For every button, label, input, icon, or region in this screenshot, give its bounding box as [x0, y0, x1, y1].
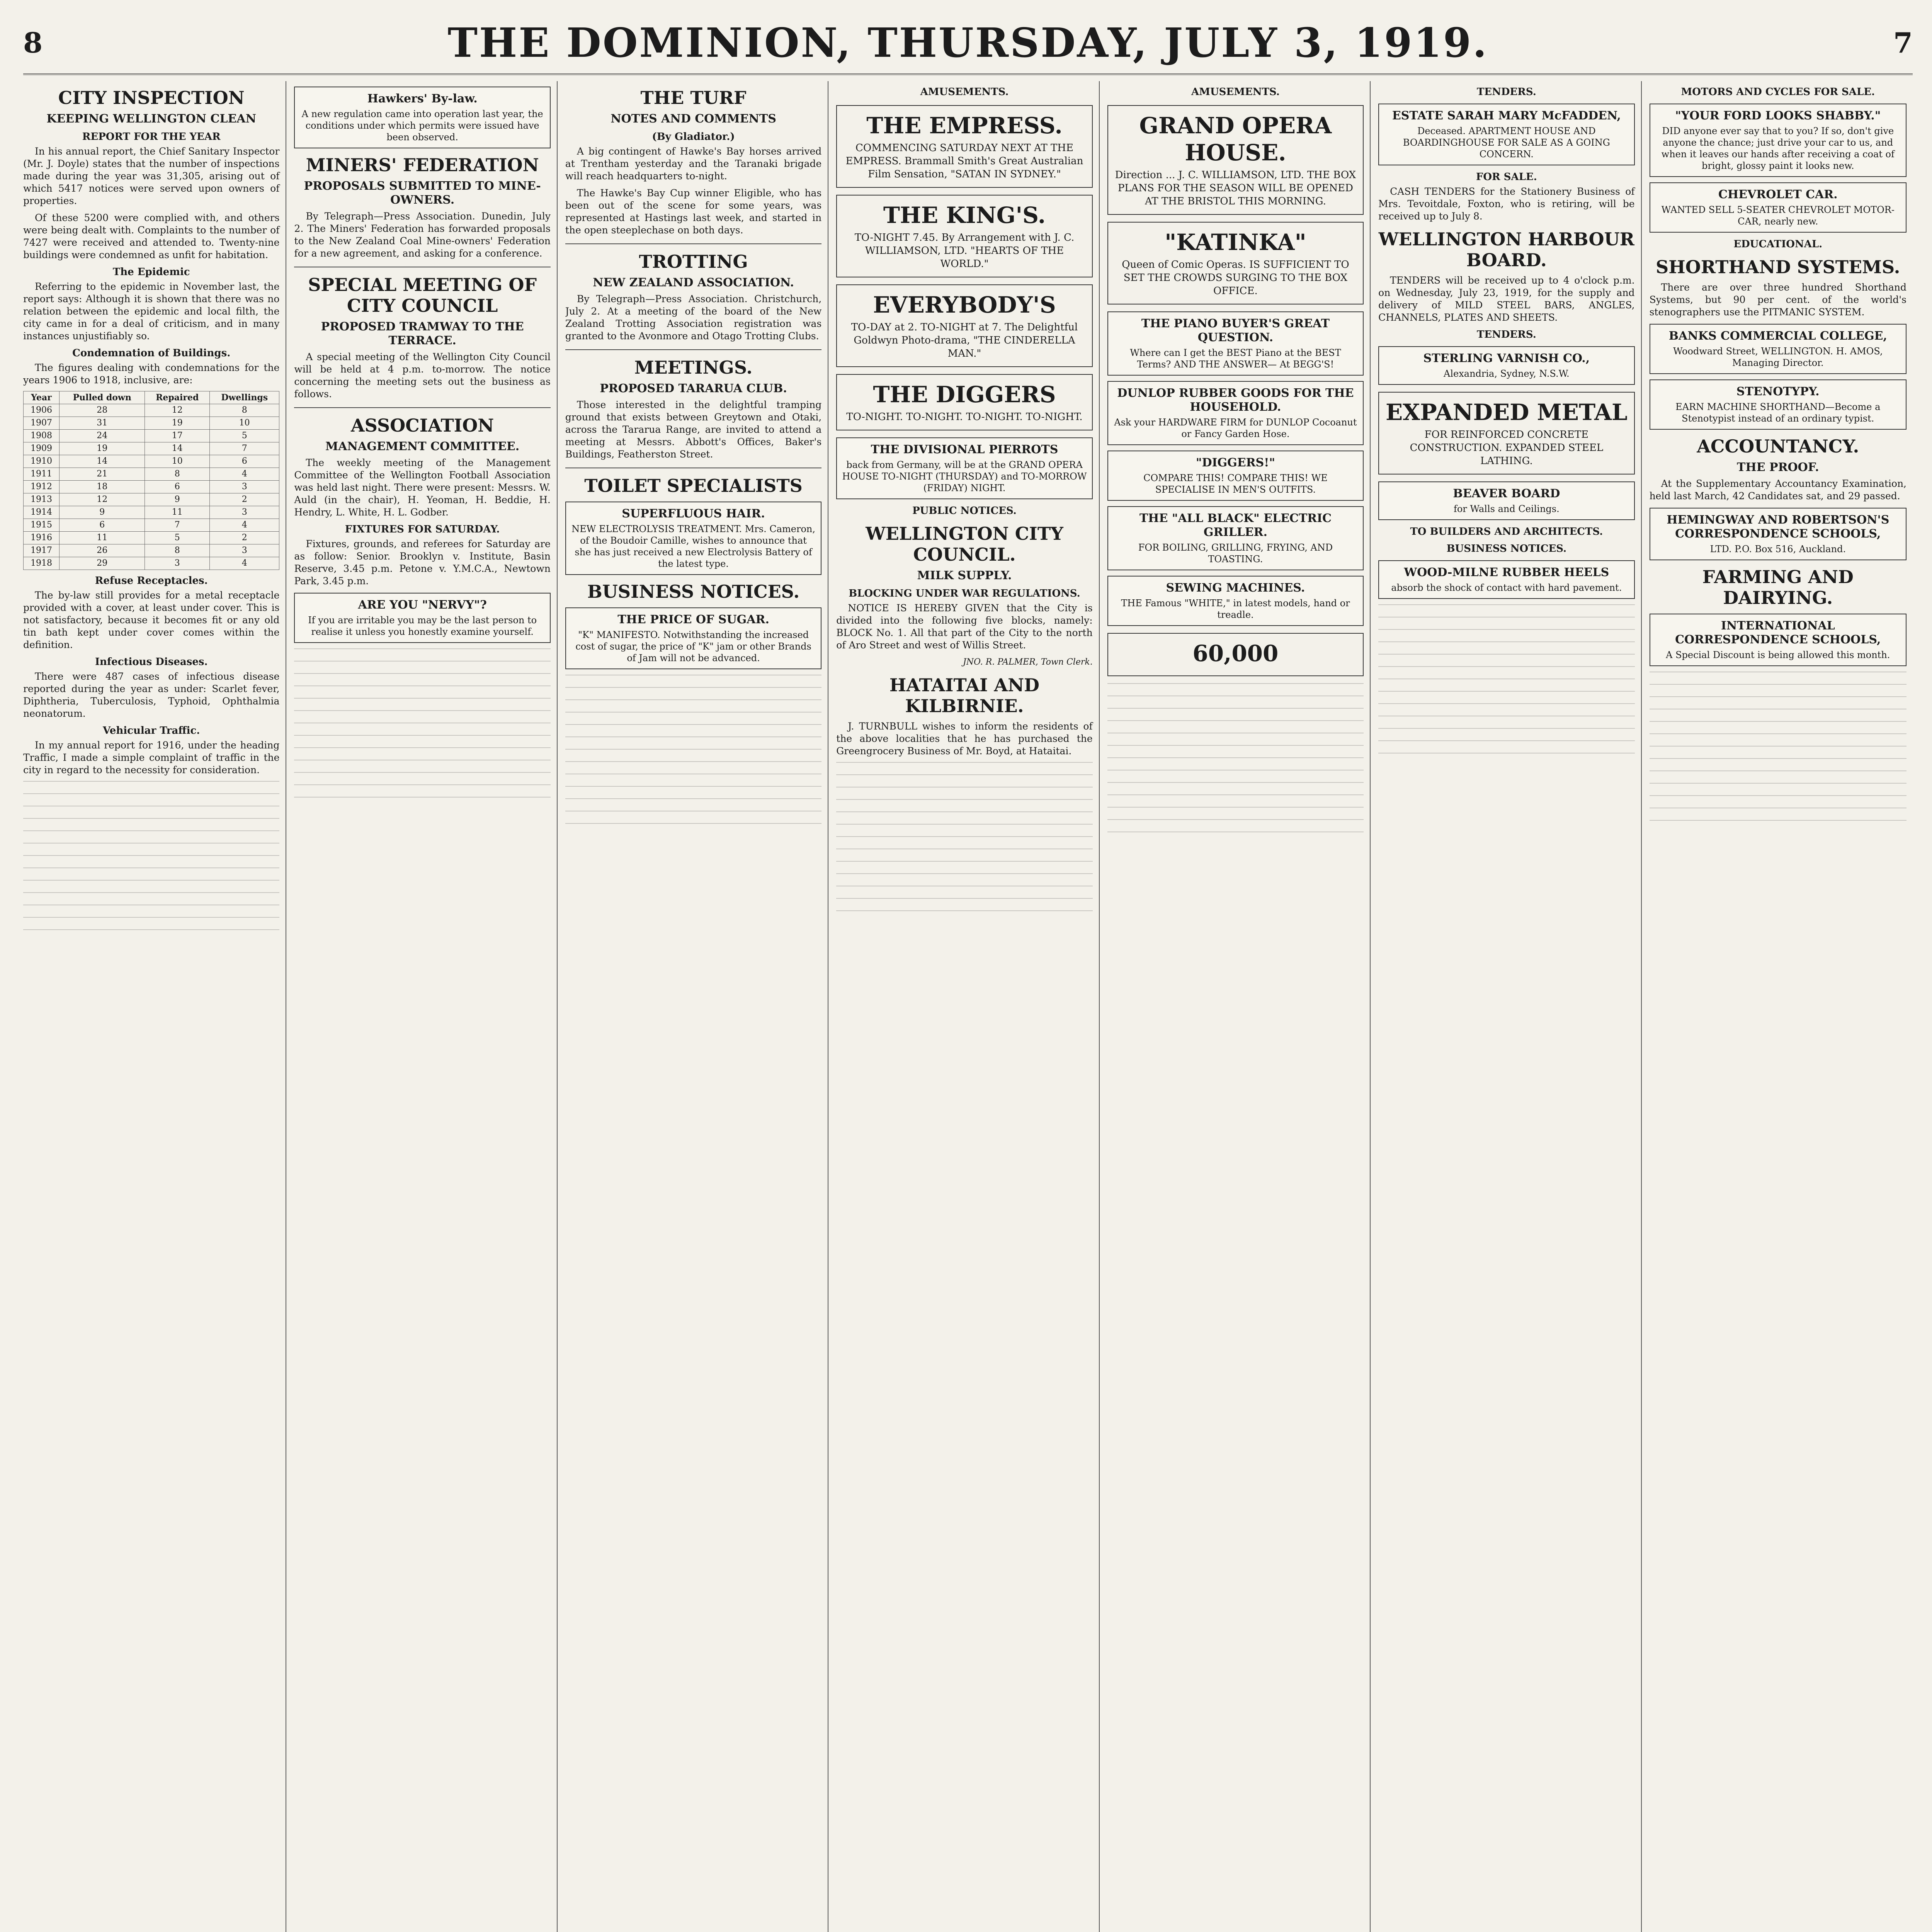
ad-title: EXPANDED METAL	[1385, 399, 1628, 425]
toilet-specialists-headline: TOILET SPECIALISTS	[584, 475, 803, 496]
ad-title: THE DIVISIONAL PIERROTS	[871, 443, 1058, 456]
city-inspection-subhead: KEEPING WELLINGTON CLEAN	[46, 112, 256, 126]
sugar-price-advertisement	[565, 607, 821, 669]
ad-title: BANKS COMMERCIAL COLLEGE,	[1668, 329, 1887, 343]
ad-title: HEMINGWAY AND ROBERTSON'S CORRESPONDENCE SCHOOLS,	[1667, 513, 1889, 541]
ad-body: NEW ELECTROLYSIS TREATMENT. Mrs. Cameron, of the Boudoir Camille, wishes to announce that she has just received a new Electrolysis Battery of the latest type.	[571, 524, 815, 569]
turf-headline: THE TURF	[640, 87, 747, 108]
ad-title: THE EMPRESS.	[866, 112, 1063, 139]
article-paragraph: In my annual report for 1916, under the heading Traffic, I made a simple complaint of traffic in the city in regard to the necessity for consideration.	[23, 740, 280, 776]
text-filler	[1107, 683, 1364, 838]
empress-advertisement	[836, 105, 1092, 188]
article-paragraph: The figures dealing with condemnations for the years 1906 to 1918, inclusive, are:	[23, 362, 280, 386]
ad-body: TO-NIGHT 7.45. By Arrangement with J. C. WILLIAMSON, LTD. "HEARTS OF THE WORLD."	[854, 232, 1075, 270]
accountancy-headline: ACCOUNTANCY.	[1697, 436, 1859, 457]
article-paragraph: The Hawke's Bay Cup winner Eligible, who has been out of the scene for some years, was represented at Hastings last week, and started in the open steeplechase on both days.	[565, 187, 822, 236]
article-subhead: PROPOSED TRAMWAY TO THE TERRACE.	[321, 320, 524, 347]
business-notices-headline: BUSINESS NOTICES.	[587, 581, 800, 602]
table-row	[24, 506, 279, 519]
association-headline: ASSOCIATION	[350, 415, 494, 436]
banks-college-advertisement	[1650, 324, 1906, 374]
ad-body: THE Famous "WHITE," in latest models, hand or treadle.	[1121, 598, 1350, 620]
section-heading: TO BUILDERS AND ARCHITECTS.	[1410, 526, 1603, 537]
section-heading: TENDERS.	[1476, 86, 1536, 98]
signoff: JNO. R. PALMER, Town Clerk.	[963, 657, 1093, 667]
sewing-machines-advertisement	[1107, 576, 1364, 626]
table-cell: 1906	[24, 404, 60, 417]
article-paragraph: There are over three hundred Shorthand Systems, but 90 per cent. of the world's stenographers use the PITMANIC SYSTEM.	[1649, 282, 1906, 318]
table-cell: 12	[60, 493, 145, 506]
table-row	[24, 557, 279, 570]
table-cell: 3	[209, 481, 279, 493]
table-cell: 21	[60, 468, 145, 481]
superfluous-hair-advertisement	[565, 502, 821, 575]
text-filler	[836, 762, 1092, 917]
article-paragraph: By Telegraph—Press Association. Christchurch, July 2. At a meeting of the board of the New Zealand Trotting Association registration was granted to the Avonmore and Otago Trotting Clubs.	[565, 293, 822, 342]
ad-title: Hawkers' By-law.	[367, 92, 478, 105]
ad-body: LTD. P.O. Box 516, Auckland.	[1710, 544, 1846, 554]
table-cell: 26	[60, 544, 145, 557]
condemnation-table	[23, 391, 279, 570]
table-cell: 1908	[24, 430, 60, 442]
article-paragraph: In his annual report, the Chief Sanitary Inspector (Mr. J. Doyle) states that the number of inspections made during the year was 31,305, arising out of which 5417 notices were served upon owners of properties.	[23, 146, 280, 206]
ad-title: SUPERFLUOUS HAIR.	[622, 507, 765, 520]
article-subhead: NEW ZEALAND ASSOCIATION.	[593, 276, 794, 289]
table-cell: 6	[145, 481, 209, 493]
number-advertisement	[1107, 633, 1364, 676]
ad-body: Ask your HARDWARE FIRM for DUNLOP Cocoanut or Fancy Garden Hose.	[1114, 417, 1357, 439]
article-paragraph: A big contingent of Hawke's Bay horses arrived at Trentham yesterday and the Taranaki brigade will reach headquarters to-night.	[565, 146, 822, 182]
ad-body: "K" MANIFESTO. Notwithstanding the increased cost of sugar, the price of "K" jam or other Brands of Jam will not be advanced.	[575, 629, 811, 663]
article-paragraph: The weekly meeting of the Management Committee of the Wellington Football Association was held last night. There were present: Messrs. W. Auld (in the chair), H. Yeoman, H. Beddie, H. Hendry, L. White, H. L. Godber.	[294, 457, 551, 518]
table-cell: 8	[145, 544, 209, 557]
table-body	[24, 404, 279, 570]
ics-advertisement	[1650, 614, 1906, 666]
divider	[565, 349, 821, 350]
section-heading: Refuse Receptacles.	[95, 575, 208, 587]
table-row	[24, 430, 279, 442]
section-heading: Condemnation of Buildings.	[72, 347, 231, 359]
table-cell: 2	[209, 532, 279, 544]
table-cell: 1909	[24, 442, 60, 455]
ad-body: FOR BOILING, GRILLING, FRYING, AND TOASTING.	[1138, 542, 1333, 565]
table-cell: 29	[60, 557, 145, 570]
page-number: 7	[1893, 26, 1913, 59]
table-header: Dwellings	[209, 391, 279, 404]
ad-title: "DIGGERS!"	[1196, 456, 1276, 469]
beaver-board-advertisement	[1378, 481, 1634, 520]
section-heading: Infectious Diseases.	[95, 656, 208, 668]
table-header-row	[24, 391, 279, 404]
piano-advertisement	[1107, 311, 1364, 376]
ad-title: THE KING'S.	[883, 202, 1046, 228]
article-paragraph: TENDERS will be received up to 4 o'clock p.m. on Wednesday, July 23, 1919, for the supply and delivery of MILD STEEL BARS, ANGLES, CHANNELS, PLATES AND SHEETS.	[1378, 275, 1635, 323]
trotting-headline: TROTTING	[639, 251, 748, 272]
article-paragraph: By Telegraph—Press Association. Dunedin, July 2. The Miners' Federation has forwarded proposals to the New Zealand Coal Mine-owners' Federation for a new agreement, and asking for a conference.	[294, 211, 551, 259]
ad-title: ESTATE SARAH MARY McFADDEN,	[1392, 109, 1621, 122]
hataitai-headline: HATAITAI AND KILBIRNIE.	[889, 675, 1040, 716]
columns	[23, 81, 1913, 1932]
ad-body: TO-DAY at 2. TO-NIGHT at 7. The Delightful Goldwyn Photo-drama, "THE CINDERELLA MAN."	[851, 321, 1078, 359]
article-paragraph: There were 487 cases of infectious disease reported during the year as under: Scarlet fever, Diphtheria, Tuberculosis, Typhoid, Ophthalmia neonatorum.	[23, 671, 280, 719]
table-cell: 1915	[24, 519, 60, 532]
table-row	[24, 404, 279, 417]
section-heading: FOR SALE.	[1476, 171, 1537, 183]
divider	[294, 407, 550, 408]
table-cell: 1916	[24, 532, 60, 544]
ad-body: A new regulation came into operation last year, the conditions under which permits were issued have been observed.	[301, 109, 543, 143]
column-3	[565, 81, 828, 1932]
sterling-varnish-advertisement	[1378, 346, 1634, 385]
city-council-headline: SPECIAL MEETING OF CITY COUNCIL	[308, 274, 537, 316]
ad-title: BEAVER BOARD	[1453, 487, 1560, 500]
harbour-board-headline: WELLINGTON HARBOUR BOARD.	[1378, 229, 1634, 270]
expanded-metal-advertisement	[1378, 392, 1634, 474]
ad-body: FOR REINFORCED CONCRETE CONSTRUCTION. EXPANDED STEEL LATHING.	[1410, 429, 1604, 467]
ad-title: ARE YOU "NERVY"?	[358, 598, 487, 612]
report-heading: REPORT FOR THE YEAR	[82, 131, 221, 143]
table-row	[24, 481, 279, 493]
ad-title: THE DIGGERS	[873, 381, 1056, 408]
shorthand-headline: SHORTHAND SYSTEMS.	[1655, 257, 1900, 277]
hawkers-bylaw-notice	[294, 87, 550, 148]
table-cell: 17	[145, 430, 209, 442]
article-paragraph: Referring to the epidemic in November last, the report says: Although it is shown that there was no relation between the epidemic and local filth, the city came in for a deal of criticism, and in many instances unjustifiably so.	[23, 281, 280, 342]
section-heading: MOTORS AND CYCLES FOR SALE.	[1681, 86, 1875, 98]
table-cell: 9	[60, 506, 145, 519]
article-subhead: MILK SUPPLY.	[917, 569, 1012, 582]
ad-title: THE "ALL BLACK" ELECTRIC GRILLER.	[1139, 512, 1332, 539]
text-filler	[1650, 672, 1906, 826]
section-heading: BLOCKING UNDER WAR REGULATIONS.	[849, 588, 1080, 599]
table-cell: 1911	[24, 468, 60, 481]
table-cell: 8	[209, 404, 279, 417]
miners-federation-headline: MINERS' FEDERATION	[306, 155, 539, 175]
table-cell: 19	[145, 417, 209, 430]
table-cell: 3	[145, 557, 209, 570]
text-filler	[1378, 604, 1634, 759]
ad-title: WOOD-MILNE RUBBER HEELS	[1404, 566, 1609, 579]
diggers-outfits-advertisement	[1107, 451, 1364, 501]
table-row	[24, 468, 279, 481]
column-1	[23, 81, 286, 1932]
section-heading: EDUCATIONAL.	[1733, 238, 1823, 250]
table-cell: 6	[60, 519, 145, 532]
city-council-notice-headline: WELLINGTON CITY COUNCIL.	[866, 523, 1063, 565]
section-heading: The Epidemic	[112, 266, 190, 278]
table-cell: 5	[209, 430, 279, 442]
ad-title: "YOUR FORD LOOKS SHABBY."	[1675, 109, 1881, 122]
masthead-title: THE DOMINION, THURSDAY, JULY 3, 1919.	[447, 19, 1488, 66]
table-cell: 31	[60, 417, 145, 430]
article-subhead: MANAGEMENT COMMITTEE.	[325, 440, 520, 453]
table-cell: 6	[209, 455, 279, 468]
table-row	[24, 493, 279, 506]
section-heading: AMUSEMENTS.	[920, 86, 1009, 98]
pierrots-advertisement	[836, 437, 1092, 499]
column-2	[294, 81, 557, 1932]
meetings-headline: MEETINGS.	[634, 357, 753, 378]
stenotypy-advertisement	[1650, 379, 1906, 430]
table-cell: 3	[209, 506, 279, 519]
table-row	[24, 544, 279, 557]
table-cell: 4	[209, 557, 279, 570]
table-row	[24, 455, 279, 468]
table-cell: 14	[60, 455, 145, 468]
ad-body: DID anyone ever say that to you? If so, don't give anyone the chance; just drive your car to us, and when it leaves our hands after receiving a coat of bright, glossy paint it looks new.	[1661, 126, 1895, 171]
ad-title: STENOTYPY.	[1736, 385, 1820, 398]
farming-headline: FARMING AND DAIRYING.	[1702, 566, 1854, 608]
everybodys-advertisement	[836, 284, 1092, 367]
divider	[565, 243, 821, 244]
table-cell: 28	[60, 404, 145, 417]
ad-body: COMMENCING SATURDAY NEXT AT THE EMPRESS. Brammall Smith's Great Australian Film Sensation, "SATAN IN SYDNEY."	[845, 142, 1083, 180]
ad-body: If you are irritable you may be the last person to realise it unless you honestly examine yourself.	[308, 615, 537, 637]
ad-title: "KATINKA"	[1165, 229, 1306, 255]
table-cell: 1918	[24, 557, 60, 570]
table-cell: 8	[145, 468, 209, 481]
table-cell: 10	[209, 417, 279, 430]
ad-body: WANTED SELL 5-SEATER CHEVROLET MOTOR-CAR, nearly new.	[1661, 204, 1895, 227]
ad-title: EVERYBODY'S	[873, 292, 1056, 318]
ad-body: Woodward Street, WELLINGTON. H. AMOS, Managing Director.	[1673, 346, 1883, 368]
article-subhead: PROPOSED TARARUA CLUB.	[600, 382, 787, 395]
article-paragraph: At the Supplementary Accountancy Examination, held last March, 42 Candidates sat, and 29 passed.	[1649, 478, 1906, 502]
text-filler	[23, 781, 279, 935]
section-heading: PUBLIC NOTICES.	[912, 505, 1017, 517]
table-cell: 9	[145, 493, 209, 506]
table-cell: 24	[60, 430, 145, 442]
table-cell: 7	[145, 519, 209, 532]
table-row	[24, 417, 279, 430]
city-inspection-headline: CITY INSPECTION	[58, 87, 245, 108]
table-header: Pulled down	[60, 391, 145, 404]
text-filler	[294, 648, 550, 803]
table-cell: 2	[209, 493, 279, 506]
ad-title: SEWING MACHINES.	[1166, 581, 1305, 595]
section-heading: TENDERS.	[1476, 329, 1536, 340]
table-row	[24, 519, 279, 532]
table-cell: 7	[209, 442, 279, 455]
kings-theatre-advertisement	[836, 195, 1092, 277]
chevrolet-advertisement	[1650, 182, 1906, 233]
section-heading: FIXTURES FOR SATURDAY.	[345, 524, 500, 535]
table-cell: 1910	[24, 455, 60, 468]
ad-title: THE PIANO BUYER'S GREAT QUESTION.	[1141, 317, 1330, 344]
ad-body: TO-NIGHT. TO-NIGHT. TO-NIGHT. TO-NIGHT.	[846, 411, 1083, 423]
estate-tender-notice	[1378, 104, 1634, 165]
ad-body: Alexandria, Sydney, N.S.W.	[1444, 368, 1570, 379]
table-cell: 4	[209, 468, 279, 481]
masthead-left: 8	[23, 26, 43, 59]
section-heading: Vehicular Traffic.	[103, 725, 200, 736]
dunlop-advertisement	[1107, 381, 1364, 445]
table-cell: 1907	[24, 417, 60, 430]
ad-body: COMPARE THIS! COMPARE THIS! WE SPECIALISE IN MEN'S OUTFITS.	[1143, 473, 1328, 495]
ad-title: 60,000	[1192, 640, 1279, 667]
ad-body: absorb the shock of contact with hard pavement.	[1391, 582, 1622, 593]
article-subhead: THE PROOF.	[1737, 461, 1819, 474]
table-cell: 1912	[24, 481, 60, 493]
table-cell: 19	[60, 442, 145, 455]
text-filler	[565, 675, 821, 829]
table-cell: 3	[209, 544, 279, 557]
table-header: Year	[24, 391, 60, 404]
table-cell: 14	[145, 442, 209, 455]
masthead	[23, 12, 1913, 75]
column-6	[1378, 81, 1641, 1932]
column-4	[836, 81, 1099, 1932]
ad-body: A Special Discount is being allowed this month.	[1666, 650, 1890, 660]
table-row	[24, 442, 279, 455]
ad-body: EARN MACHINE SHORTHAND—Become a Stenotypist instead of an ordinary typist.	[1675, 401, 1881, 424]
table-header: Repaired	[145, 391, 209, 404]
ad-title: THE PRICE OF SUGAR.	[617, 613, 769, 626]
table-cell: 12	[145, 404, 209, 417]
article-paragraph: NOTICE IS HEREBY GIVEN that the City is divided into the following five blocks, namely: BLOCK No. 1. All that part of the City to the north of Aro Street and west of Willis Street.	[836, 602, 1093, 651]
table-cell: 11	[145, 506, 209, 519]
table-row	[24, 532, 279, 544]
article-subhead: NOTES AND COMMENTS	[611, 112, 776, 126]
ad-title: GRAND OPERA HOUSE.	[1139, 112, 1332, 166]
ad-body: Deceased. APARTMENT HOUSE AND BOARDINGHOUSE FOR SALE AS A GOING CONCERN.	[1403, 126, 1610, 160]
ad-title: STERLING VARNISH CO.,	[1423, 352, 1590, 365]
table-cell: 1914	[24, 506, 60, 519]
ad-body: Where can I get the BEST Piano at the BEST Terms? AND THE ANSWER— At BEGG'S!	[1130, 347, 1341, 370]
ford-advertisement	[1650, 104, 1906, 177]
article-subhead: PROPOSALS SUBMITTED TO MINE-OWNERS.	[304, 179, 541, 207]
article-paragraph: The by-law still provides for a metal receptacle provided with a cover, at least under cover. This is not satisfactory, because it becomes fit or any old tin bath kept under cover comes within the definition.	[23, 590, 280, 650]
table-cell: 1913	[24, 493, 60, 506]
table-cell: 1917	[24, 544, 60, 557]
ad-title: INTERNATIONAL CORRESPONDENCE SCHOOLS,	[1675, 619, 1881, 646]
article-paragraph: Those interested in the delightful tramping ground that exists between Greytown and Otaki, across the Tararua Range, are invited to attend a meeting at Messrs. Abbott's Offices, Baker's Buildings, Featherston Street.	[565, 399, 822, 460]
article-paragraph: A special meeting of the Wellington City Council will be held at 4 p.m. to-morrow. The notice concerning the meeting sets out the business as follows.	[294, 351, 551, 400]
ad-body: for Walls and Ceilings.	[1453, 503, 1560, 514]
grand-opera-house-advertisement	[1107, 105, 1364, 215]
section-heading: BUSINESS NOTICES.	[1446, 543, 1567, 554]
article-paragraph: Fixtures, grounds, and referees for Saturday are as follow: Senior. Brooklyn v. Institute, Basin Reserve, 3.45 p.m. Petone v. Y.M.C.A., Newtown Park, 3.45 p.m.	[294, 538, 551, 587]
table-cell: 11	[60, 532, 145, 544]
griller-advertisement	[1107, 506, 1364, 570]
column-7	[1650, 81, 1913, 1932]
table-cell: 10	[145, 455, 209, 468]
diggers-advertisement	[836, 374, 1092, 430]
table-cell: 4	[209, 519, 279, 532]
table-cell: 5	[145, 532, 209, 544]
table-cell: 18	[60, 481, 145, 493]
nervy-advertisement	[294, 593, 550, 643]
hemingway-advertisement	[1650, 508, 1906, 560]
ad-body: Direction ... J. C. WILLIAMSON, LTD. THE BOX PLANS FOR THE SEASON WILL BE OPENED AT THE BRISTOL THIS MORNING.	[1115, 169, 1356, 207]
article-paragraph: CASH TENDERS for the Stationery Business of Mrs. Tevoitdale, Foxton, who is retiring, will be received up to July 8.	[1378, 186, 1635, 222]
ad-body: back from Germany, will be at the GRAND OPERA HOUSE TO-NIGHT (THURSDAY) and TO-MORROW (FRIDAY) NIGHT.	[842, 459, 1087, 493]
rubber-heels-advertisement	[1378, 560, 1634, 599]
katinka-advertisement	[1107, 222, 1364, 304]
byline: (By Gladiator.)	[652, 131, 735, 143]
column-5	[1107, 81, 1371, 1932]
section-heading: AMUSEMENTS.	[1191, 86, 1280, 98]
ad-body: Queen of Comic Operas. IS SUFFICIENT TO SET THE CROWDS SURGING TO THE BOX OFFICE.	[1122, 259, 1349, 297]
ad-title: DUNLOP RUBBER GOODS FOR THE HOUSEHOLD.	[1117, 386, 1354, 414]
article-paragraph: J. TURNBULL wishes to inform the residents of the above localities that he has purchased the Greengrocery Business of Mr. Boyd, at Hataitai.	[836, 721, 1093, 757]
ad-title: CHEVROLET CAR.	[1718, 188, 1838, 201]
article-paragraph: Of these 5200 were complied with, and others were being dealt with. Complaints to the number of 7427 were received and attended to. Twenty-nine buildings were condemned as unfit for habitation.	[23, 212, 280, 260]
